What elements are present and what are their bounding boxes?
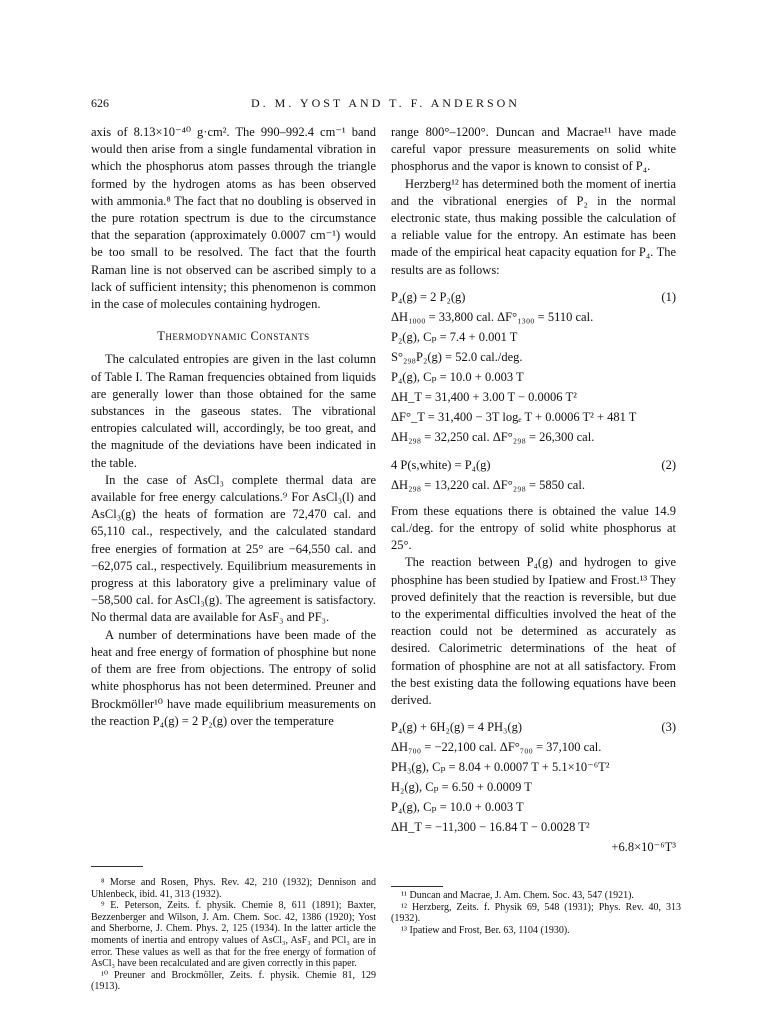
footnote: ¹² Herzberg, Zeits. f. Physik 69, 548 (1931); Phys. Rev. 40, 313 (1932). <box>391 901 681 925</box>
equation-block-3 <box>391 717 676 857</box>
equation-line: P₂(g), Cₚ = 7.4 + 0.001 T <box>391 329 518 344</box>
equation-line: ΔH_T = 31,400 + 3.00 T − 0.0006 T² <box>391 389 577 404</box>
body-paragraph: The calculated entropies are given in the last column of Table I. The Raman frequencies obtained from liquids are generally lower than those obtained for the same substances in the gaseous states. The vibrational entropies calculated will, accordingly, be too great, and the magnitude of the deviations have been indicated in the table. <box>91 352 376 470</box>
equation-line: 4 P(s,white) = P₄(g) (2) <box>391 455 676 475</box>
footnote-rule <box>391 886 443 887</box>
page-number: 626 <box>91 96 109 110</box>
footnote: ¹⁰ Preuner and Brockmöller, Zeits. f. physik. Chemie 81, 129 (1913). <box>91 969 376 993</box>
equation-line: ΔH_T = −11,300 − 16.84 T − 0.0028 T² <box>391 820 590 835</box>
right-column <box>391 124 676 865</box>
equation-line: ΔF°_T = 31,400 − 3T logₑ T + 0.0006 T² + 481 T <box>391 409 637 424</box>
footnotes-right <box>391 886 681 936</box>
footnote: ⁹ E. Peterson, Zeits. f. physik. Chemie 8, 611 (1891); Baxter, Bezzenberger and Wilson, J. Am. Chem. Soc. 42, 1386 (1920); Yost and Sherborne, J. Chem. Phys. 2, 125 (1934). In the latter article the moments of inertia and entropy values of AsCl₃, AsF₃ and PCl₃ are in error. These values as well as that for the free energy of formation of AsCl₃ have been recalculated and are given correctly in this paper. <box>91 900 376 970</box>
running-title: D. M. YOST AND T. F. ANDERSON <box>251 96 520 110</box>
footnote: ¹³ Ipatiew and Frost, Ber. 63, 1104 (1930). <box>401 924 570 936</box>
body-paragraph: Herzberg¹² has determined both the moment of inertia and the vibrational energies of P₂ in the normal electronic state, thus making possible the calculation of a reliable value for the entropy. An estimate has been made of the empirical heat capacity equation for P₄. The results are as follows: <box>391 176 676 277</box>
equation-line: H₂(g), Cₚ = 6.50 + 0.0009 T <box>391 780 532 795</box>
equation-line: S°₂₉₈P₂(g) = 52.0 cal./deg. <box>391 349 523 364</box>
equation-number: (2) <box>661 457 676 472</box>
equation-line: +6.8×10⁻⁶T³ <box>611 840 676 855</box>
equation-line: P₄(g) + 6H₂(g) = 4 PH₃(g) (3) <box>391 717 676 737</box>
equation-line: PH₃(g), Cₚ = 8.04 + 0.0007 T + 5.1×10⁻⁶T² <box>391 760 610 775</box>
footnote: ¹¹ Duncan and Macrae, J. Am. Chem. Soc. 43, 547 (1921). <box>401 890 634 901</box>
equation-line: ΔH₁₀₀₀ = 33,800 cal. ΔF°₁₃₀₀ = 5110 cal. <box>391 309 594 324</box>
footnote: ⁸ Morse and Rosen, Phys. Rev. 42, 210 (1932); Dennison and Uhlenbeck, ibid. 41, 313 (1932). <box>91 877 376 900</box>
left-column <box>91 124 376 730</box>
body-paragraph: The reaction between P₄(g) and hydrogen to give phosphine has been studied by Ipatiew and Frost.¹³ They proved definitely that the reaction is reversible, but due to the experimental difficulties involved the heat of the reaction could not be determined as accurately as desired. Calorimetric determinations of the heat of formation of phosphine are not at all satisfactory. From the best existing data the following equations have been derived. <box>391 555 676 708</box>
page-header <box>91 96 680 112</box>
section-heading: Thermodynamic Constants <box>157 329 310 344</box>
body-paragraph: From these equations there is obtained the value 14.9 cal./deg. for the entropy of solid white phosphorus at 25°. <box>391 503 676 553</box>
equation-line: P₄(g), Cₚ = 10.0 + 0.003 T <box>391 800 524 815</box>
equation-number: (1) <box>661 289 676 304</box>
equation-line: P₄(g), Cₚ = 10.0 + 0.003 T <box>391 369 524 384</box>
equation-line: ΔH₂₉₈ = 32,250 cal. ΔF°₂₉₈ = 26,300 cal. <box>391 429 595 444</box>
body-paragraph: A number of determinations have been made of the heat and free energy of formation of phosphine but none of them are free from objections. The entropy of solid white phosphorus has not been determined. Preuner and Brockmöller¹⁰ have made equilibrium measurements on the reaction P₄(g) = 2 P₂(g) over the temperature <box>91 627 376 728</box>
equation-block-1 <box>391 287 676 447</box>
equation-line: ΔH₇₀₀ = −22,100 cal. ΔF°₇₀₀ = 37,100 cal. <box>391 740 602 755</box>
equation-line: ΔH₂₉₈ = 13,220 cal. ΔF°₂₉₈ = 5850 cal. <box>391 477 585 492</box>
equation-number: (3) <box>661 720 676 735</box>
body-paragraph: axis of 8.13×10⁻⁴⁰ g·cm². The 990–992.4 cm⁻¹ band would then arise from a single fundamental vibration in which the phosphorus atom passes through the triangle formed by the hydrogen atoms as has been observed with ammonia.⁸ The fact that no doubling is observed in the pure rotation spectrum is due to the circumstance that the separation (approximately 0.0007 cm⁻¹) would be too small to be resolved. The fact that the fourth Raman line is not observed can be ascribed simply to a lack of sufficient intensity; this phenomenon is common in the case of molecules containing hydrogen. <box>91 125 376 312</box>
footnote-rule <box>91 866 143 867</box>
footnotes-left <box>91 866 376 993</box>
body-paragraph: In the case of AsCl₃ complete thermal data are available for free energy calculations.⁹ For AsCl₃(l) and AsCl₃(g) the heats of formation are 72,470 cal. and 65,110 cal., respectively, and the calculated standard free energies of formation at 25° are −64,550 cal. and −62,075 cal., respectively. Equilibrium measurements in progress at this laboratory give a preliminary value of −58,500 cal. for AsCl₃(g). The agreement is satisfactory. No thermal data are available for AsF₃ and PF₃. <box>91 472 376 625</box>
equation-block-2 <box>391 455 676 495</box>
body-paragraph: range 800°–1200°. Duncan and Macrae¹¹ have made careful vapor pressure measurements on solid white phosphorus and the vapor is known to consist of P₄. <box>391 125 676 174</box>
equation-line: P₄(g) = 2 P₂(g) (1) <box>391 287 676 307</box>
